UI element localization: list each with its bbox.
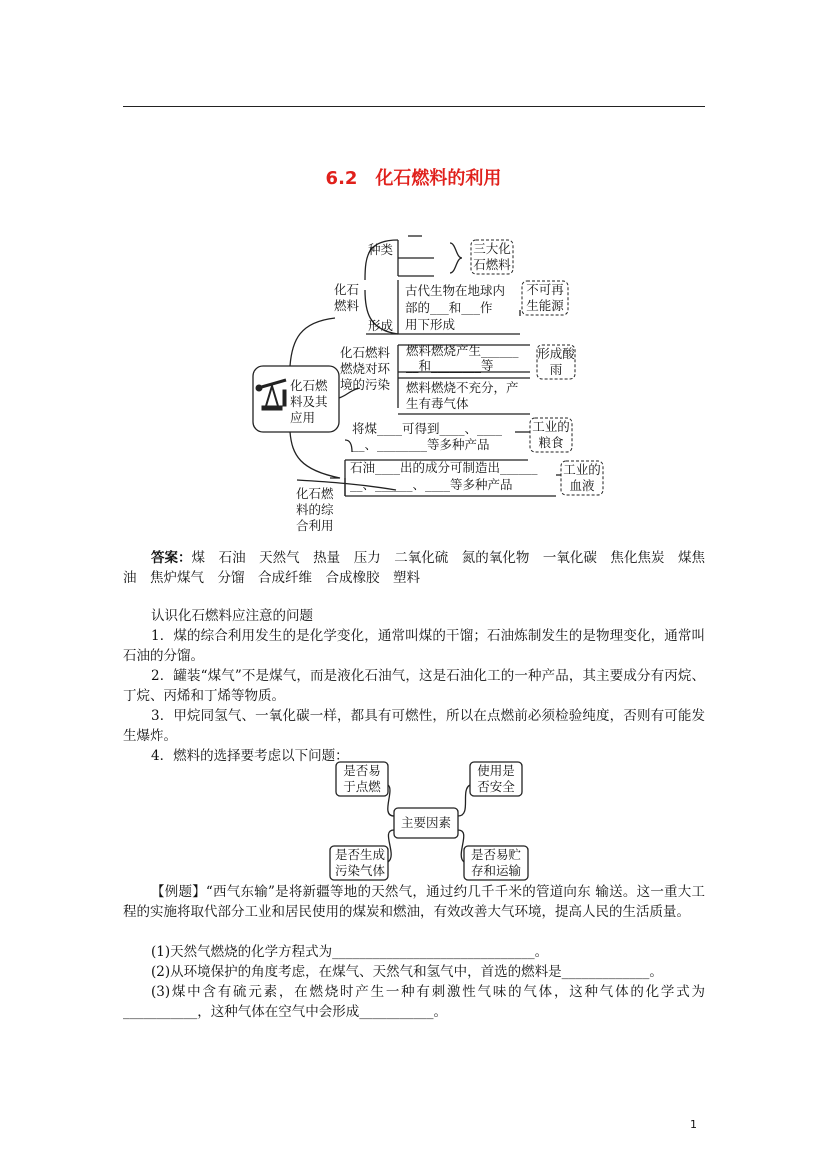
example-q3: (3)煤中含有硫元素，在燃烧时产生一种有刺激性气味的气体，这种气体的化学式为___________，这种气体在空气中会形成___________。	[123, 984, 705, 1020]
coal-line2: __、________等多种产品	[352, 437, 490, 452]
factor-storage: 是否易贮存和运输	[470, 847, 521, 878]
types-label: 种类	[368, 242, 394, 257]
notes-item-2: 2．罐装“煤气”不是煤气，而是液化石油气，这是石油化工的一种产品，其主要成分有丙烷、丁烷、丙烯和丁烯等物质。	[123, 668, 705, 704]
pollution-item1-line2: __和________等	[406, 358, 494, 373]
coal-note: 工业的粮食	[532, 419, 570, 450]
comprehensive-label: 化石燃料的综合利用	[296, 486, 334, 533]
factor-safe: 使用是否安全	[477, 763, 515, 794]
notes-heading: 认识化石燃料应注意的问题	[151, 608, 313, 624]
factor-easy-ignite: 是否易于点燃	[343, 763, 381, 794]
example-intro	[123, 882, 705, 922]
notes-item-4: 4．燃料的选择要考虑以下问题：	[151, 748, 349, 764]
formation-label: 形成	[368, 318, 394, 333]
oil-note: 工业的血液	[563, 462, 601, 493]
notes-item-1: 1．煤的综合利用发生的是化学变化，通常叫煤的干馏；石油炼制发生的是物理变化，通常叫石油的分馏。	[123, 628, 705, 664]
page-number: 1	[690, 1118, 697, 1131]
pollution-item1-line1: 燃料燃烧产生______	[406, 343, 519, 358]
page-title: 6.2 化石燃料的利用	[325, 168, 502, 189]
factors-center: 主要因素	[400, 815, 451, 830]
formation-text-1: 古代生物在地球内	[405, 283, 506, 298]
pollution-label: 化石燃料燃烧对环境的污染	[340, 345, 391, 392]
fossil-fuel-label: 化石燃料	[334, 282, 360, 313]
formation-text-3: 用下形成	[405, 317, 456, 332]
notes-item-3: 3．甲烷同氢气、一氧化碳一样，都具有可燃性，所以在点燃前必须检验纯度，否则有可能发生爆炸。	[123, 708, 705, 744]
oil-line2: __、______、____等多种产品	[350, 477, 513, 492]
coal-line1: 将煤____可得到____、____	[352, 421, 503, 436]
factor-pollution: 是否生成污染气体	[334, 847, 385, 878]
formation-note: 不可再生能源	[526, 282, 564, 313]
example-q2: (2)从环境保护的角度考虑，在煤气、天然气和氢气中，首选的燃料是_____________。	[151, 964, 663, 980]
example-q1: (1)天然气燃烧的化学方程式为______________________________。	[151, 944, 549, 960]
example-intro-text: “西气东输”是将新疆等地的天然气，通过约几千千米的管道向东 输送。这一重大工程的实施将取代部分工业和居民使用的煤炭和燃油，有效改善大气环境，提高人民的生活质量。	[123, 884, 706, 920]
oil-line1: 石油____出的成分可制造出______	[350, 460, 538, 475]
mindmap-center: 化石燃料及其应用	[290, 378, 328, 425]
answer-text: 煤 石油 天然气 热量 压力 二氧化硫 氮的氧化物 一氧化碳 焦化焦炭 煤焦油 焦炉煤气 分馏 合成纤维 合成橡胶 塑料	[123, 550, 706, 586]
types-note: 三大化石燃料	[473, 241, 511, 272]
pollution-item2-line2: 生有毒气体	[406, 396, 469, 411]
pollution-item2-line1: 燃料燃烧不充分，产	[406, 380, 519, 395]
answer-label: 答案：	[151, 550, 192, 566]
formation-text-2: 部的___和___作	[405, 300, 493, 315]
example-label: 【例题】	[151, 884, 206, 900]
pollution-note: 形成酸雨	[537, 346, 575, 377]
